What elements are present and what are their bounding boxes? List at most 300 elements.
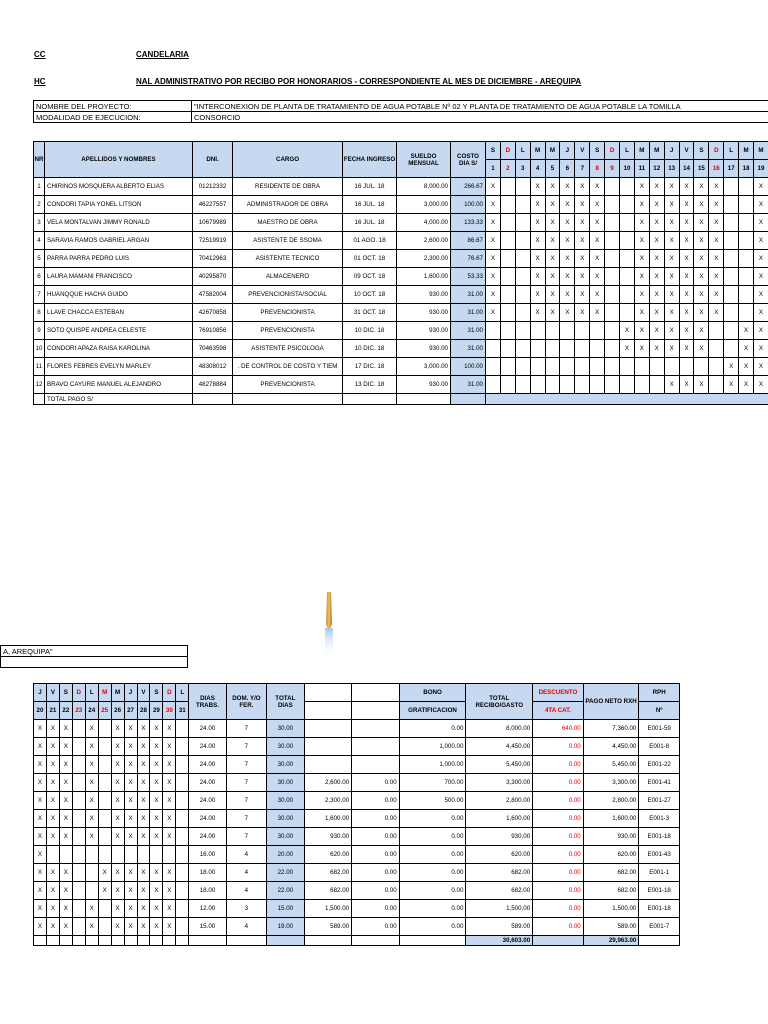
cell-costo: 31.00	[451, 304, 486, 322]
attendance-cell: X	[754, 268, 768, 286]
attendance-cell	[515, 250, 530, 268]
cell-costo: 31.00	[451, 286, 486, 304]
total-row	[34, 394, 768, 405]
cell-descuento: 0.00	[533, 792, 584, 810]
cell-pago: 3,300.00	[583, 774, 639, 792]
attendance-cell: X	[34, 846, 47, 864]
attendance-cell: X	[59, 900, 72, 918]
attendance-cell: X	[709, 196, 724, 214]
header-total: TOTAL RECIBO/GASTO	[466, 684, 533, 720]
cell-empty	[352, 936, 400, 946]
table-row	[34, 214, 768, 232]
cell-sueldo: 930.00	[304, 828, 352, 846]
attendance-cell: X	[59, 738, 72, 756]
cell-dom: 7	[226, 792, 266, 810]
attendance-cell	[72, 792, 85, 810]
attendance-cell: X	[634, 268, 649, 286]
table-row	[34, 738, 680, 756]
cell-cargo: ASISTENTE DE SSOMA	[233, 232, 343, 250]
attendance-cell: X	[34, 756, 47, 774]
day-number: 28	[137, 702, 150, 720]
attendance-cell	[46, 846, 59, 864]
cell-sueldo: 620.00	[304, 846, 352, 864]
attendance-cell: X	[575, 304, 590, 322]
day-number: 11	[634, 160, 649, 178]
attendance-cell: X	[590, 178, 605, 196]
cell-dni: 70463598	[193, 340, 233, 358]
attendance-cell: X	[150, 828, 163, 846]
day-letter: D	[605, 142, 620, 160]
attendance-cell: X	[634, 214, 649, 232]
attendance-cell: X	[85, 792, 98, 810]
project-info-table	[33, 100, 768, 123]
attendance-cell: X	[46, 864, 59, 882]
attendance-cell: X	[486, 286, 501, 304]
attendance-cell: X	[664, 376, 679, 394]
attendance-cell	[515, 358, 530, 376]
attendance-cell: X	[709, 178, 724, 196]
attendance-cell: X	[739, 358, 754, 376]
cell-dom: 4	[226, 864, 266, 882]
cell-dom: 7	[226, 720, 266, 738]
day-letter: J	[34, 684, 47, 702]
attendance-cell: X	[649, 250, 664, 268]
cell-costo: 31.00	[451, 340, 486, 358]
attendance-cell	[59, 846, 72, 864]
day-number: 9	[605, 160, 620, 178]
attendance-cell	[515, 286, 530, 304]
attendance-cell	[724, 250, 739, 268]
attendance-cell: X	[679, 214, 694, 232]
cell-fecha: 16 JUL. 18	[343, 178, 397, 196]
cell-gratificacion: 0.00	[399, 720, 466, 738]
attendance-cell: X	[85, 756, 98, 774]
attendance-cell	[649, 358, 664, 376]
attendance-cell	[98, 756, 111, 774]
cell-fecha: 10 DIC. 18	[343, 340, 397, 358]
attendance-cell: X	[560, 232, 575, 250]
attendance-cell	[560, 322, 575, 340]
cell-pago: 5,450.00	[583, 756, 639, 774]
cell-fecha: 31 OCT. 18	[343, 304, 397, 322]
cell-gratificacion: 1,000.00	[399, 738, 466, 756]
attendance-cell: X	[560, 304, 575, 322]
cell-dom: 7	[226, 828, 266, 846]
cell-empty	[343, 394, 397, 405]
attendance-cell: X	[150, 810, 163, 828]
attendance-cell: X	[754, 322, 768, 340]
attendance-cell	[500, 268, 515, 286]
cell-total: 682.00	[466, 882, 533, 900]
sum-row	[34, 936, 680, 946]
cell-rph: E001-8	[639, 738, 680, 756]
attendance-cell	[620, 286, 635, 304]
cell-dni: 10679989	[193, 214, 233, 232]
cell-bono: 0.00	[352, 792, 400, 810]
day-number: 8	[590, 160, 605, 178]
attendance-cell: X	[150, 756, 163, 774]
day-letter: V	[679, 142, 694, 160]
attendance-cell	[500, 304, 515, 322]
attendance-cell	[530, 322, 545, 340]
cell-dni: 42670858	[193, 304, 233, 322]
attendance-cell: X	[679, 232, 694, 250]
attendance-cell: X	[739, 322, 754, 340]
attendance-cell: X	[694, 196, 709, 214]
attendance-cell	[500, 214, 515, 232]
attendance-cell: X	[124, 918, 137, 936]
attendance-cell: X	[137, 864, 150, 882]
attendance-cell: X	[163, 792, 176, 810]
attendance-cell	[575, 340, 590, 358]
cell-costo: 100.00	[451, 358, 486, 376]
cell-empty	[34, 936, 47, 946]
cell-dias: 24.00	[189, 756, 226, 774]
attendance-cell: X	[59, 774, 72, 792]
attendance-cell: X	[486, 250, 501, 268]
cell-fecha: 13 DIC. 18	[343, 376, 397, 394]
attendance-cell: X	[163, 738, 176, 756]
cell-empty	[150, 936, 163, 946]
attendance-cell	[176, 810, 189, 828]
attendance-cell: X	[694, 178, 709, 196]
project-label: NOMBRE DEL PROYECTO:	[34, 101, 192, 112]
attendance-cell	[649, 376, 664, 394]
attendance-cell	[515, 322, 530, 340]
attendance-cell: X	[679, 268, 694, 286]
attendance-cell: X	[34, 900, 47, 918]
cell-fecha: 10 OCT. 18	[343, 286, 397, 304]
attendance-cell	[98, 738, 111, 756]
header-descuento: DESCUENTO	[533, 684, 584, 702]
attendance-cell: X	[634, 196, 649, 214]
attendance-cell: X	[530, 196, 545, 214]
attendance-cell: X	[486, 232, 501, 250]
attendance-cell: X	[111, 792, 124, 810]
header-dias: DIAS TRABS.	[189, 684, 226, 720]
attendance-cell: X	[34, 864, 47, 882]
attendance-cell	[739, 214, 754, 232]
attendance-cell: X	[137, 882, 150, 900]
attendance-cell: X	[98, 864, 111, 882]
cell-sueldo: 8,000.00	[397, 178, 451, 196]
cell-descuento: 0.00	[533, 846, 584, 864]
attendance-cell	[530, 358, 545, 376]
attendance-cell: X	[664, 250, 679, 268]
attendance-cell: X	[163, 918, 176, 936]
attendance-cell: X	[590, 196, 605, 214]
attendance-cell: X	[754, 250, 768, 268]
cell-dom: 4	[226, 882, 266, 900]
cell-descuento: 0.00	[533, 774, 584, 792]
attendance-cell: X	[486, 268, 501, 286]
cell-bono	[352, 756, 400, 774]
cell-total: 3,300.00	[466, 774, 533, 792]
day-letter: D	[72, 684, 85, 702]
cell-total-dias: 30.00	[267, 828, 304, 846]
attendance-cell	[111, 846, 124, 864]
cell-empty	[124, 936, 137, 946]
table-row	[34, 918, 680, 936]
attendance-cell: X	[590, 286, 605, 304]
attendance-cell: X	[724, 376, 739, 394]
cell-gratificacion: 0.00	[399, 864, 466, 882]
cell-sueldo	[304, 756, 352, 774]
attendance-cell: X	[560, 268, 575, 286]
day-letter: V	[46, 684, 59, 702]
attendance-cell: X	[590, 304, 605, 322]
table-row	[34, 196, 768, 214]
cell-name: CONDORI APAZA RAISA KAROLINA	[45, 340, 193, 358]
day-number: 2	[500, 160, 515, 178]
cell-cargo: ALMACENERO	[233, 268, 343, 286]
attendance-cell: X	[679, 376, 694, 394]
attendance-cell: X	[150, 792, 163, 810]
cell-gratificacion: 1,000.00	[399, 756, 466, 774]
cell-empty	[111, 936, 124, 946]
attendance-cell	[620, 304, 635, 322]
cell-rph: E001-7	[639, 918, 680, 936]
attendance-cell	[605, 322, 620, 340]
cell-dias: 15.00	[189, 918, 226, 936]
attendance-cell	[176, 738, 189, 756]
table-row	[34, 340, 768, 358]
attendance-cell: X	[709, 232, 724, 250]
cell-name: LAURA MAMANI FRANCISCO	[45, 268, 193, 286]
cell-sueldo	[304, 738, 352, 756]
attendance-cell: X	[486, 178, 501, 196]
attendance-cell	[150, 846, 163, 864]
cell-fecha: 17 DIC. 18	[343, 358, 397, 376]
attendance-cell: X	[530, 304, 545, 322]
cell-nr: 10	[34, 340, 45, 358]
attendance-cell: X	[85, 738, 98, 756]
attendance-cell: X	[486, 196, 501, 214]
attendance-cell	[709, 376, 724, 394]
attendance-cell: X	[560, 250, 575, 268]
attendance-cell	[709, 322, 724, 340]
attendance-cell	[72, 846, 85, 864]
attendance-cell: X	[664, 178, 679, 196]
attendance-cell: X	[754, 304, 768, 322]
cell-dias: 18.00	[189, 882, 226, 900]
attendance-cell: X	[664, 196, 679, 214]
cell-dias: 24.00	[189, 792, 226, 810]
attendance-cell	[98, 720, 111, 738]
attendance-cell: X	[634, 304, 649, 322]
cell-empty	[34, 394, 45, 405]
attendance-cell: X	[649, 196, 664, 214]
attendance-cell	[724, 322, 739, 340]
cell-total-dias: 30.00	[267, 810, 304, 828]
cell-sueldo: 930.00	[397, 376, 451, 394]
attendance-cell: X	[679, 322, 694, 340]
cell-empty	[98, 936, 111, 946]
cell-descuento: 0.00	[533, 864, 584, 882]
header-gratificacion: GRATIFICACION	[399, 702, 466, 720]
attendance-cell: X	[545, 196, 560, 214]
cell-sueldo: 2,300.00	[397, 250, 451, 268]
cell-sueldo: 930.00	[397, 304, 451, 322]
attendance-cell: X	[137, 810, 150, 828]
attendance-cell: X	[34, 810, 47, 828]
cell-costo: 133.33	[451, 214, 486, 232]
attendance-cell: X	[575, 286, 590, 304]
attendance-cell: X	[664, 214, 679, 232]
cell-pago: 1,500.00	[583, 900, 639, 918]
attendance-cell	[724, 286, 739, 304]
attendance-cell	[575, 358, 590, 376]
cell-name: CONDORI TAPIA YONEL LITSON	[45, 196, 193, 214]
day-letter: M	[739, 142, 754, 160]
cell-sueldo: 2,300.00	[304, 792, 352, 810]
attendance-cell	[176, 828, 189, 846]
attendance-cell: X	[634, 232, 649, 250]
cell-dias: 24.00	[189, 720, 226, 738]
cell-dom: 4	[226, 846, 266, 864]
table-row	[34, 250, 768, 268]
cell-total: 620.00	[466, 846, 533, 864]
cell-sueldo: 682.00	[304, 864, 352, 882]
attendance-cell	[724, 196, 739, 214]
attendance-cell	[98, 774, 111, 792]
attendance-cell: X	[709, 214, 724, 232]
attendance-cell	[72, 828, 85, 846]
attendance-cell: X	[694, 322, 709, 340]
cell-total-dias: 30.00	[267, 738, 304, 756]
cell-name: LLAVE CHACCA ESTEBAN	[45, 304, 193, 322]
attendance-cell: X	[124, 756, 137, 774]
attendance-cell	[72, 738, 85, 756]
day-letter: S	[590, 142, 605, 160]
cell-name: SARAVIA RAMOS GABRIEL ARGAN	[45, 232, 193, 250]
attendance-cell	[124, 846, 137, 864]
cell-pago: 2,800.00	[583, 792, 639, 810]
attendance-cell	[486, 322, 501, 340]
attendance-cell	[724, 214, 739, 232]
attendance-cell	[739, 286, 754, 304]
header-4ta-cat: 4TA CAT.	[533, 702, 584, 720]
cell-pago: 1,600.00	[583, 810, 639, 828]
attendance-cell: X	[111, 918, 124, 936]
attendance-cell: X	[694, 250, 709, 268]
attendance-cell: X	[545, 304, 560, 322]
table-row	[34, 900, 680, 918]
day-letter: S	[59, 684, 72, 702]
cell-cargo: ASISTENTE PSICOLOGA	[233, 340, 343, 358]
attendance-cell	[176, 846, 189, 864]
cell-sueldo	[304, 720, 352, 738]
pen-image	[322, 592, 336, 658]
attendance-cell: X	[85, 720, 98, 738]
section2-info-table	[0, 645, 188, 668]
attendance-cell: X	[150, 918, 163, 936]
attendance-cell	[590, 358, 605, 376]
cell-total-dias: 30.00	[267, 756, 304, 774]
attendance-cell: X	[150, 900, 163, 918]
cell-nr: 6	[34, 268, 45, 286]
attendance-cell	[724, 304, 739, 322]
attendance-cell: X	[59, 756, 72, 774]
attendance-cell	[620, 178, 635, 196]
attendance-cell	[500, 286, 515, 304]
cell-empty	[193, 394, 233, 405]
cell-empty	[267, 936, 304, 946]
cell-total: 1,600.00	[466, 810, 533, 828]
header-dom: DOM. Y/O FER.	[226, 684, 266, 720]
attendance-cell	[72, 774, 85, 792]
cell-total-dias: 22.00	[267, 864, 304, 882]
attendance-cell: X	[85, 828, 98, 846]
cell-fecha: 16 JUL. 18	[343, 196, 397, 214]
cell-fecha: 10 DIC. 18	[343, 322, 397, 340]
attendance-cell: X	[709, 286, 724, 304]
day-letter: M	[98, 684, 111, 702]
cell-dias: 16.00	[189, 846, 226, 864]
cell-gratificacion: 0.00	[399, 882, 466, 900]
attendance-cell: X	[575, 250, 590, 268]
attendance-cell: X	[694, 214, 709, 232]
attendance-cell: X	[649, 340, 664, 358]
cell-sueldo: 2,600.00	[304, 774, 352, 792]
cell-total-dias: 20.00	[267, 846, 304, 864]
attendance-cell: X	[46, 918, 59, 936]
cell-dom: 3	[226, 900, 266, 918]
day-number: 19	[754, 160, 768, 178]
cell-dias: 24.00	[189, 810, 226, 828]
attendance-cell	[620, 268, 635, 286]
attendance-cell: X	[530, 250, 545, 268]
attendance-cell	[176, 792, 189, 810]
payment-table	[33, 683, 680, 946]
cell-costo: 53.33	[451, 268, 486, 286]
attendance-cell: X	[679, 286, 694, 304]
cell-cargo: ASISTENTE TECNICO	[233, 250, 343, 268]
attendance-cell: X	[709, 268, 724, 286]
attendance-cell	[72, 918, 85, 936]
attendance-cell	[500, 322, 515, 340]
table-row	[34, 304, 768, 322]
attendance-cell	[98, 900, 111, 918]
cell-bono: 0.00	[352, 918, 400, 936]
attendance-cell	[605, 358, 620, 376]
attendance-cell: X	[137, 900, 150, 918]
attendance-cell: X	[575, 178, 590, 196]
attendance-cell	[739, 196, 754, 214]
cell-rph: E001-18	[639, 900, 680, 918]
cell-empty	[176, 936, 189, 946]
cell-empty	[163, 936, 176, 946]
attendance-cell: X	[124, 720, 137, 738]
cell-bono: 0.00	[352, 846, 400, 864]
table-row	[34, 376, 768, 394]
attendance-cell: X	[111, 738, 124, 756]
attendance-cell	[176, 720, 189, 738]
attendance-cell: X	[530, 232, 545, 250]
table-row	[34, 774, 680, 792]
cell-total-dias: 30.00	[267, 792, 304, 810]
cell-dni: 70412963	[193, 250, 233, 268]
attendance-cell	[98, 810, 111, 828]
attendance-cell: X	[150, 864, 163, 882]
cell-total-dias: 30.00	[267, 720, 304, 738]
attendance-cell: X	[560, 178, 575, 196]
attendance-cell: X	[111, 756, 124, 774]
attendance-cell: X	[124, 828, 137, 846]
cell-nr: 7	[34, 286, 45, 304]
cell-dias: 18.00	[189, 864, 226, 882]
cell-costo: 266.67	[451, 178, 486, 196]
